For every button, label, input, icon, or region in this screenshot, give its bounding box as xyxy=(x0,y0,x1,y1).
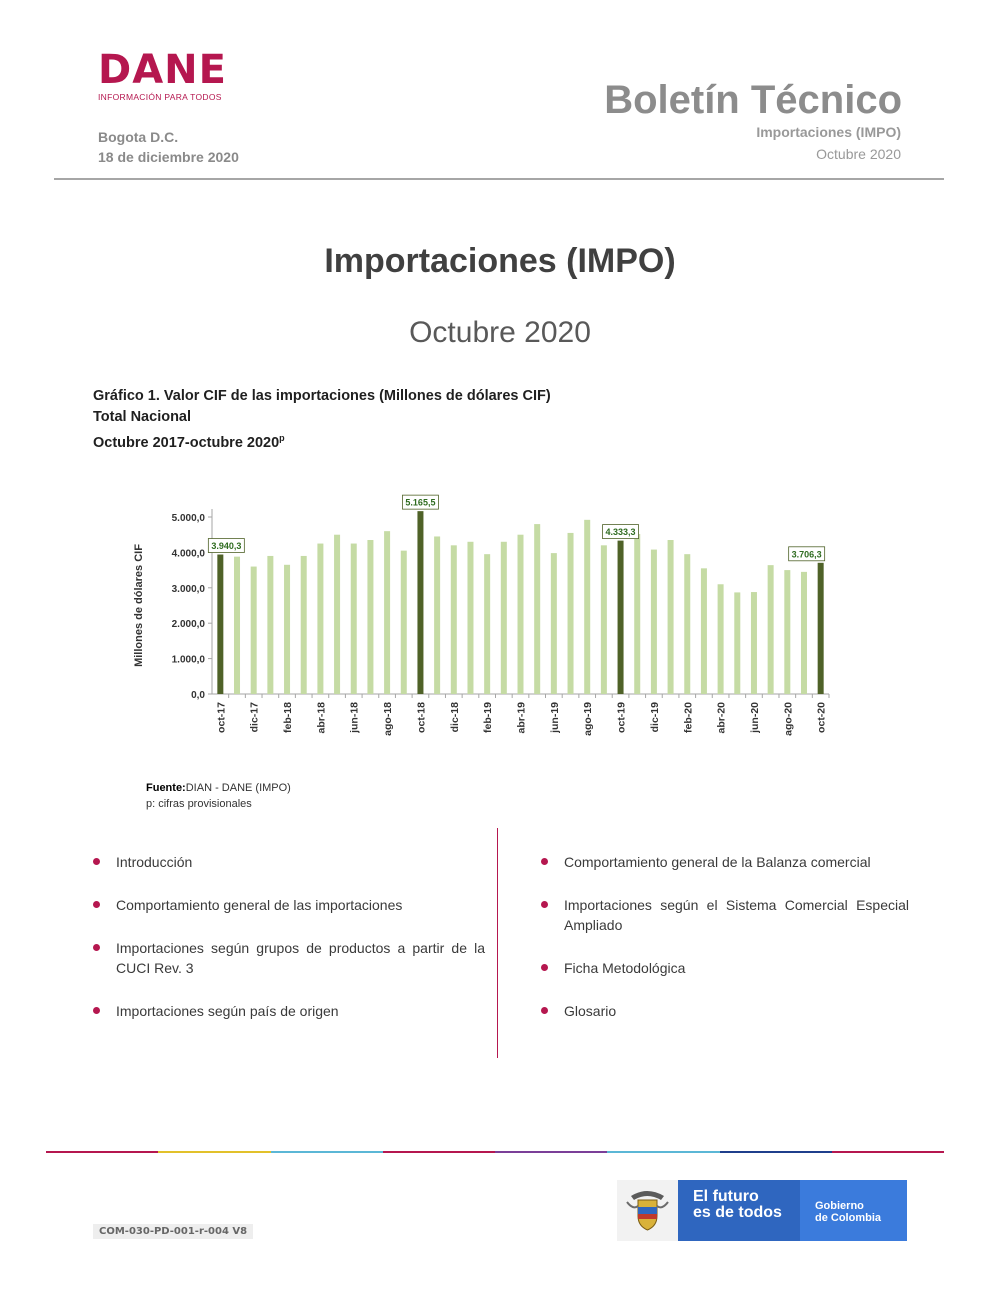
bar-jun-19 xyxy=(551,553,557,694)
bar-may-18 xyxy=(334,535,340,694)
bar-jul-19 xyxy=(568,533,574,694)
chart-caption-line2: Total Nacional xyxy=(93,409,192,425)
y-tick-label: 1.000,0 xyxy=(171,654,205,666)
toc-item[interactable] xyxy=(93,938,485,978)
bar-dic-17 xyxy=(251,567,257,694)
chart-caption-period: Octubre 2017-octubre 2020 xyxy=(93,434,280,451)
bar-oct-17 xyxy=(217,555,223,694)
document-code: COM-030-PD-001-r-004 V8 xyxy=(93,1224,253,1239)
source-note: p: cifras provisionales xyxy=(146,798,252,810)
y-tick-label: 4.000,0 xyxy=(171,548,205,560)
bar-abr-19 xyxy=(517,535,523,694)
footer-rule-segment xyxy=(383,1151,495,1153)
toc-item-label: Comportamiento general de las importaciones xyxy=(116,897,403,913)
x-tick-label: ago-19 xyxy=(582,702,595,736)
x-tick-label: oct-19 xyxy=(615,702,628,733)
toc-item-label: Ficha Metodológica xyxy=(564,960,686,976)
bar-mar-20 xyxy=(701,568,707,694)
bar-mar-19 xyxy=(501,542,507,694)
x-tick-label: abr-19 xyxy=(515,702,528,734)
bullet-icon xyxy=(93,901,100,908)
bar-sep-18 xyxy=(401,551,407,694)
toc-item-label: Importaciones según grupos de productos a partir de la CUCI Rev. 3 xyxy=(116,940,485,976)
page-subtitle: Octubre 2020 xyxy=(409,316,591,349)
y-tick-label: 0,0 xyxy=(191,690,205,701)
x-tick-label: oct-17 xyxy=(215,702,228,733)
toc-item[interactable] xyxy=(541,895,909,935)
slogan-line1: El futuro xyxy=(693,1188,759,1205)
footer-rule-segment xyxy=(158,1151,270,1153)
bar-ene-19 xyxy=(467,542,473,694)
toc-item[interactable] xyxy=(93,1001,485,1021)
bar-jul-20 xyxy=(768,565,774,694)
bar-jun-20 xyxy=(751,592,757,694)
bar-mar-18 xyxy=(301,556,307,694)
x-tick-label: ago-18 xyxy=(382,702,395,736)
chart-source xyxy=(146,780,291,812)
bullet-icon xyxy=(541,964,548,971)
toc-item-label: Importaciones según el Sistema Comercial Especial Ampliado xyxy=(564,897,909,933)
bar-dic-19 xyxy=(651,550,657,694)
bulletin-title: Boletín Técnico xyxy=(604,78,902,122)
toc-divider xyxy=(497,828,498,1058)
toc-item[interactable] xyxy=(541,1001,909,1021)
bar-abr-20 xyxy=(718,584,724,694)
x-tick-label: jun-19 xyxy=(548,702,561,733)
chart-caption-line1: Gráfico 1. Valor CIF de las importaciones (Millones de dólares CIF) xyxy=(93,388,551,404)
toc-item-label: Glosario xyxy=(564,1003,617,1019)
header-city: Bogota D.C. xyxy=(98,129,179,145)
bar-feb-18 xyxy=(284,565,290,694)
header-location-date xyxy=(98,127,239,167)
bulletin-period: Octubre 2020 xyxy=(816,146,901,162)
x-tick-label: dic-19 xyxy=(648,702,661,733)
data-label: 5.165,5 xyxy=(405,497,436,508)
bar-abr-18 xyxy=(317,544,323,694)
bar-oct-18 xyxy=(417,511,423,694)
header-divider xyxy=(54,178,944,180)
bar-sep-19 xyxy=(601,545,607,694)
y-tick-label: 5.000,0 xyxy=(171,513,205,524)
page-title: Importaciones (IMPO) xyxy=(324,242,676,280)
footer-rule-segment xyxy=(607,1151,719,1153)
data-label: 3.940,3 xyxy=(211,541,242,552)
gobierno-logo xyxy=(617,1180,907,1241)
bullet-icon xyxy=(541,901,548,908)
footer-rule-segment xyxy=(46,1151,158,1153)
dane-logo xyxy=(98,47,227,102)
footer-rule-segment xyxy=(271,1151,383,1153)
gobierno-block xyxy=(800,1180,907,1241)
x-tick-label: ago-20 xyxy=(782,702,795,736)
toc-item[interactable] xyxy=(541,958,909,978)
bullet-icon xyxy=(541,858,548,865)
gobierno-line2: de Colombia xyxy=(815,1212,882,1224)
coat-of-arms-icon xyxy=(617,1180,678,1241)
bar-feb-19 xyxy=(484,554,490,694)
x-tick-label: feb-20 xyxy=(682,702,695,733)
bar-nov-17 xyxy=(234,557,240,694)
bar-sep-20 xyxy=(801,572,807,694)
toc-item-label: Importaciones según país de origen xyxy=(116,1003,339,1019)
source-text: DIAN - DANE (IMPO) xyxy=(185,782,291,794)
source-label: Fuente: xyxy=(146,782,186,794)
bar-feb-20 xyxy=(684,554,690,694)
x-tick-label: abr-18 xyxy=(315,702,328,734)
toc-item[interactable] xyxy=(93,895,485,915)
x-tick-label: jun-18 xyxy=(348,702,361,733)
bar-may-20 xyxy=(734,592,740,694)
y-tick-label: 3.000,0 xyxy=(171,583,205,595)
bar-oct-20 xyxy=(818,563,824,694)
bar-nov-18 xyxy=(434,536,440,694)
x-tick-label: feb-19 xyxy=(482,702,495,733)
logo-tagline: INFORMACIÓN PARA TODOS xyxy=(98,92,222,102)
bar-nov-19 xyxy=(634,534,640,694)
y-axis-title: Millones de dólares CIF xyxy=(133,544,145,667)
header-date: 18 de diciembre 2020 xyxy=(98,149,239,165)
chart-caption xyxy=(93,386,551,454)
slogan-line2: es de todos xyxy=(693,1204,782,1221)
bar-ene-20 xyxy=(668,540,674,694)
x-tick-label: abr-20 xyxy=(715,702,728,734)
footer-rule-segment xyxy=(720,1151,832,1153)
toc-item-label: Comportamiento general de la Balanza comercial xyxy=(564,854,871,870)
bar-ago-18 xyxy=(384,531,390,694)
bullet-icon xyxy=(93,944,100,951)
chart-caption-sup: p xyxy=(279,433,285,443)
bar-may-19 xyxy=(534,524,540,694)
chart-caption-line3 xyxy=(93,428,551,454)
toc-item[interactable] xyxy=(93,852,485,872)
slogan-block xyxy=(678,1180,800,1241)
bar-jul-18 xyxy=(367,540,373,694)
bullet-icon xyxy=(93,1007,100,1014)
footer-rule-segment xyxy=(832,1151,944,1153)
x-tick-label: dic-18 xyxy=(448,702,461,733)
y-tick-label: 2.000,0 xyxy=(171,619,205,631)
bulletin-subject: Importaciones (IMPO) xyxy=(756,124,901,140)
toc-item[interactable] xyxy=(541,852,909,872)
x-tick-label: jun-20 xyxy=(748,702,761,733)
gobierno-line1: Gobierno xyxy=(815,1200,864,1212)
toc-left-column xyxy=(93,852,485,1021)
bar-dic-18 xyxy=(451,545,457,694)
bar-jun-18 xyxy=(351,544,357,694)
imports-bar-chart xyxy=(120,490,840,760)
data-label: 3.706,3 xyxy=(791,549,822,560)
footer-rule-segment xyxy=(495,1151,607,1153)
x-tick-label: oct-18 xyxy=(415,702,428,733)
toc-right-column xyxy=(541,852,909,1021)
x-tick-label: feb-18 xyxy=(282,702,295,733)
bar-ago-19 xyxy=(584,520,590,694)
bullet-icon xyxy=(541,1007,548,1014)
bullet-icon xyxy=(93,858,100,865)
bar-ago-20 xyxy=(784,570,790,694)
bar-oct-19 xyxy=(618,541,624,694)
toc-item-label: Introducción xyxy=(116,854,193,870)
x-tick-label: dic-17 xyxy=(248,702,261,733)
logo-word: DANE xyxy=(98,47,227,93)
data-label: 4.333,3 xyxy=(605,527,636,538)
x-tick-label: oct-20 xyxy=(815,702,828,733)
bar-ene-18 xyxy=(267,556,273,694)
